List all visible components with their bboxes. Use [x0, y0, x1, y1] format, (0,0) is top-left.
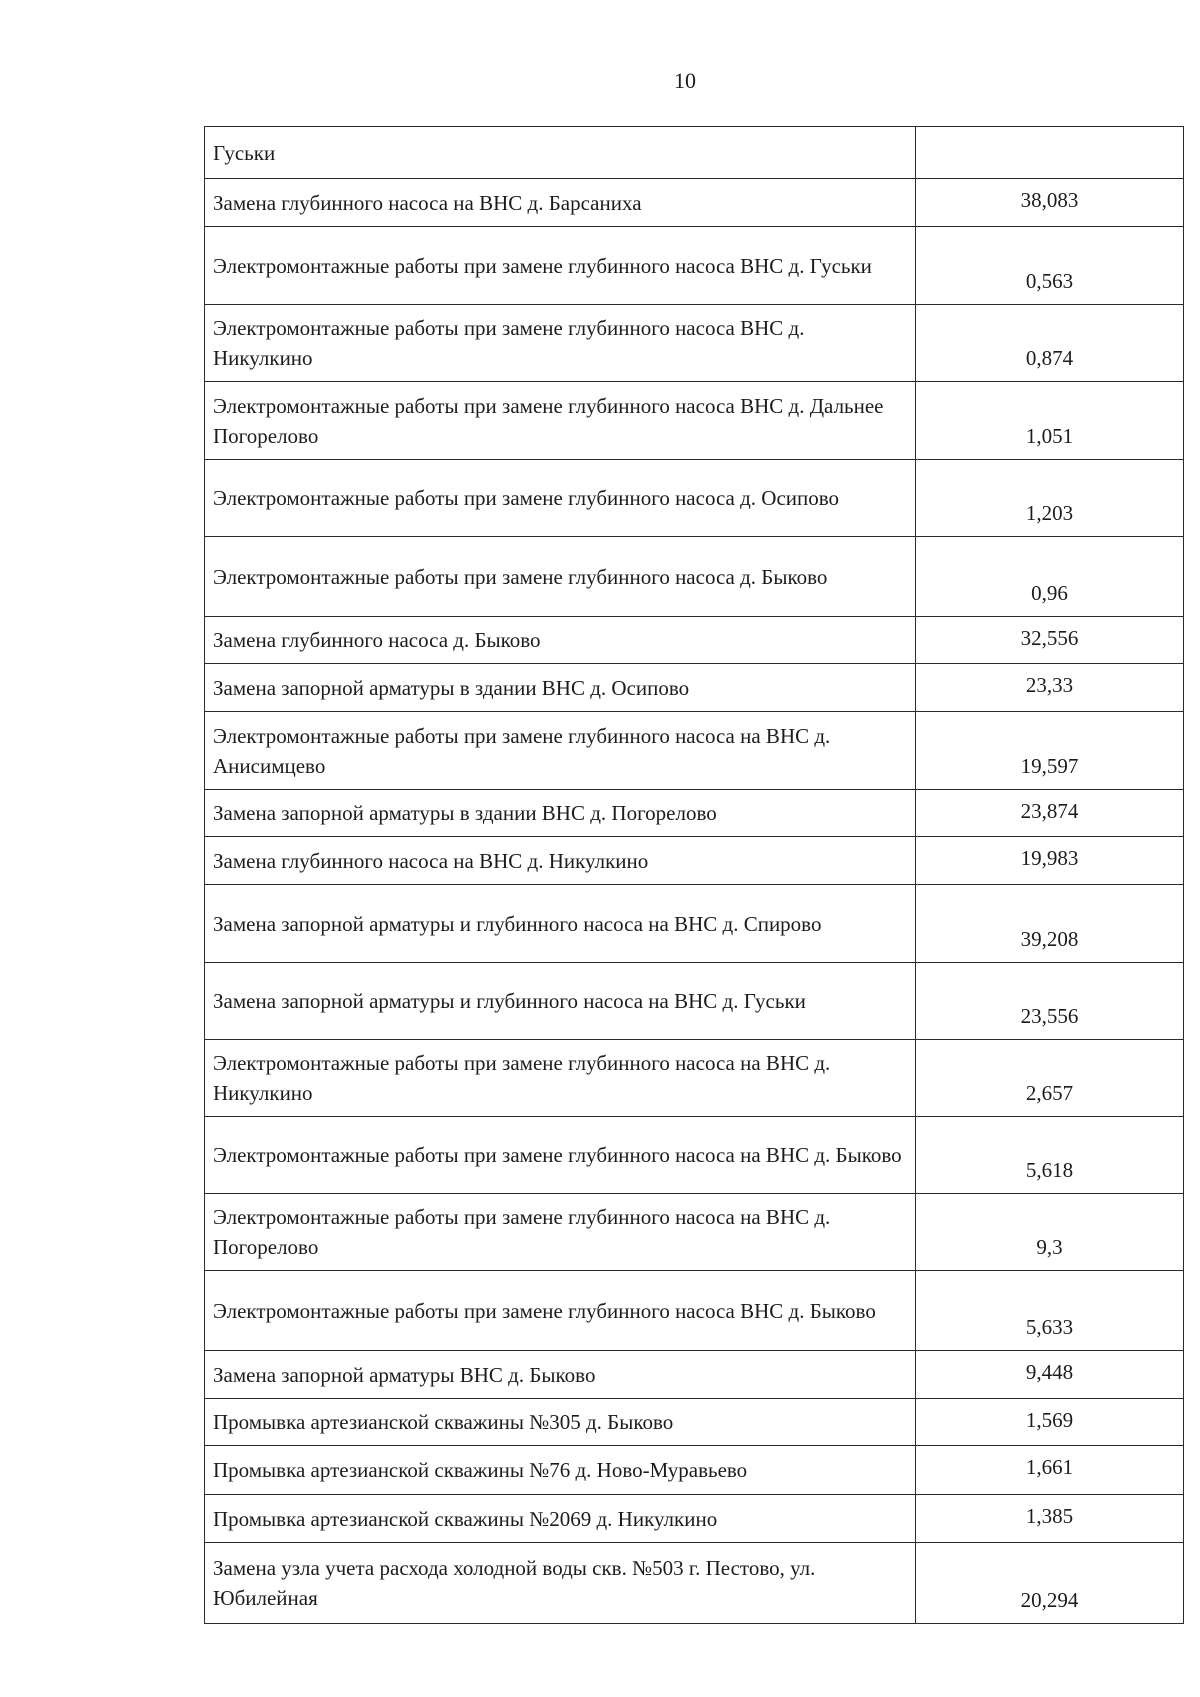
work-cost: 23,556 — [916, 963, 1184, 1040]
table-row — [205, 127, 1184, 179]
work-cost: 9,3 — [916, 1194, 1184, 1271]
work-description: Замена запорной арматуры и глубинного насоса на ВНС д. Гуськи — [205, 963, 916, 1040]
table-row — [205, 963, 1184, 1040]
work-cost: 23,874 — [916, 790, 1184, 837]
table-row — [205, 664, 1184, 712]
work-description: Электромонтажные работы при замене глубинного насоса на ВНС д. Погорелово — [205, 1194, 916, 1271]
work-cost: 19,597 — [916, 712, 1184, 790]
work-description: Замена глубинного насоса д. Быково — [205, 617, 916, 664]
work-description: Электромонтажные работы при замене глубинного насоса д. Осипово — [205, 460, 916, 537]
table-row — [205, 1495, 1184, 1543]
work-description: Замена запорной арматуры в здании ВНС д. Погорелово — [205, 790, 916, 837]
table-row — [205, 1446, 1184, 1495]
work-cost: 2,657 — [916, 1040, 1184, 1117]
table-row — [205, 227, 1184, 305]
work-description: Электромонтажные работы при замене глубинного насоса на ВНС д. Быково — [205, 1117, 916, 1194]
table-row — [205, 712, 1184, 790]
work-cost: 0,96 — [916, 537, 1184, 617]
work-description: Замена глубинного насоса на ВНС д. Барсаниха — [205, 179, 916, 227]
works-table — [204, 126, 1184, 1624]
table-row — [205, 1194, 1184, 1271]
work-cost: 19,983 — [916, 837, 1184, 885]
table-row — [205, 1351, 1184, 1399]
work-cost: 9,448 — [916, 1351, 1184, 1399]
table-row — [205, 382, 1184, 460]
work-cost: 20,294 — [916, 1543, 1184, 1624]
work-description: Электромонтажные работы при замене глубинного насоса на ВНС д. Никулкино — [205, 1040, 916, 1117]
work-description: Промывка артезианской скважины №305 д. Быково — [205, 1399, 916, 1446]
work-description: Замена запорной арматуры в здании ВНС д. Осипово — [205, 664, 916, 712]
table-row — [205, 1399, 1184, 1446]
table-row — [205, 305, 1184, 382]
work-description: Электромонтажные работы при замене глубинного насоса ВНС д. Дальнее Погорелово — [205, 382, 916, 460]
work-description: Электромонтажные работы при замене глубинного насоса д. Быково — [205, 537, 916, 617]
table-row — [205, 1543, 1184, 1624]
work-description: Замена узла учета расхода холодной воды скв. №503 г. Пестово, ул. Юбилейная — [205, 1543, 916, 1624]
table-row — [205, 1271, 1184, 1351]
work-cost: 0,874 — [916, 305, 1184, 382]
work-description: Замена глубинного насоса на ВНС д. Никулкино — [205, 837, 916, 885]
work-cost: 5,633 — [916, 1271, 1184, 1351]
work-description: Электромонтажные работы при замене глубинного насоса на ВНС д. Анисимцево — [205, 712, 916, 790]
work-description: Электромонтажные работы при замене глубинного насоса ВНС д. Никулкино — [205, 305, 916, 382]
work-description: Электромонтажные работы при замене глубинного насоса ВНС д. Гуськи — [205, 227, 916, 305]
work-cost — [916, 127, 1184, 179]
table-row — [205, 537, 1184, 617]
table-row — [205, 617, 1184, 664]
work-description: Промывка артезианской скважины №2069 д. Никулкино — [205, 1495, 916, 1543]
table-row — [205, 179, 1184, 227]
work-cost: 32,556 — [916, 617, 1184, 664]
work-cost: 1,203 — [916, 460, 1184, 537]
table-row — [205, 885, 1184, 963]
work-cost: 0,563 — [916, 227, 1184, 305]
work-cost: 23,33 — [916, 664, 1184, 712]
work-description: Электромонтажные работы при замене глубинного насоса ВНС д. Быково — [205, 1271, 916, 1351]
works-table-body — [205, 127, 1184, 1624]
work-description: Гуськи — [205, 127, 916, 179]
work-cost: 1,661 — [916, 1446, 1184, 1495]
work-cost: 5,618 — [916, 1117, 1184, 1194]
work-description: Замена запорной арматуры и глубинного насоса на ВНС д. Спирово — [205, 885, 916, 963]
page-number: 10 — [674, 68, 696, 93]
work-cost: 39,208 — [916, 885, 1184, 963]
table-row — [205, 1040, 1184, 1117]
work-cost: 1,385 — [916, 1495, 1184, 1543]
work-description: Промывка артезианской скважины №76 д. Ново-Муравьево — [205, 1446, 916, 1495]
table-row — [205, 460, 1184, 537]
work-description: Замена запорной арматуры ВНС д. Быково — [205, 1351, 916, 1399]
work-cost: 1,569 — [916, 1399, 1184, 1446]
table-row — [205, 837, 1184, 885]
work-cost: 38,083 — [916, 179, 1184, 227]
work-cost: 1,051 — [916, 382, 1184, 460]
table-row — [205, 1117, 1184, 1194]
table-row — [205, 790, 1184, 837]
